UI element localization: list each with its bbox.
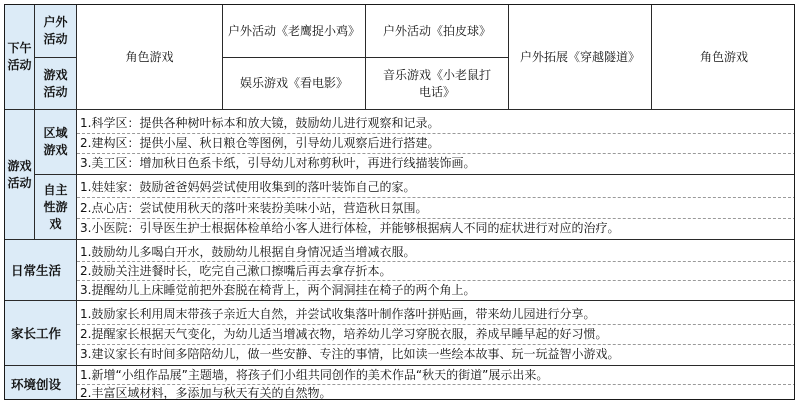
list-item: 3.提醒幼儿上床睡觉前把外套脱在椅背上，两个洞洞挂在椅子的两个角上。	[80, 283, 476, 297]
row-divider	[77, 197, 795, 198]
list-item: 1.科学区：提供各种树叶标本和放大镜，鼓励幼儿进行观察和记录。	[80, 116, 440, 130]
outdoor-activity-label: 户外活动	[35, 5, 77, 58]
free-game-content	[77, 175, 795, 240]
afternoon-section-text: 下午活动	[7, 41, 32, 72]
role-play-left: 角色游戏	[77, 5, 223, 110]
free-game-label: 自主性游戏	[35, 175, 77, 240]
outdoor-eagle-cell: 户外活动《老鹰捉小鸡》	[223, 5, 366, 58]
list-item: 2.丰富区域材料，多添加与秋天有关的自然物。	[80, 386, 332, 400]
area-game-label: 区域游戏	[35, 110, 77, 175]
list-item: 1.娃娃家：鼓励爸爸妈妈尝试使用收集到的落叶装饰自己的家。	[80, 180, 416, 194]
daily-life-label: 日常生活	[5, 240, 77, 301]
environment-content	[77, 366, 795, 400]
environment-label: 环境创设	[5, 366, 77, 400]
list-item: 2.建构区：提供小屋、秋日粮仓等图例，引导幼儿观察后进行搭建。	[80, 136, 440, 150]
list-item: 1.鼓励幼儿多喝白开水，鼓励幼儿根据自身情况适当增减衣服。	[80, 245, 416, 259]
daily-life-content	[77, 240, 795, 301]
list-item: 2.点心店：尝试使用秋天的落叶来装扮美味小站，营造秋日氛围。	[80, 201, 428, 215]
entertainment-movie-cell: 娱乐游戏《看电影》	[223, 58, 366, 110]
music-game-cell: 音乐游戏《小老鼠打电话》	[366, 58, 509, 110]
role-play-right: 角色游戏	[652, 5, 795, 110]
list-item: 2.提醒家长根据天气变化，为幼儿适当增减衣物，培养幼儿学习穿脱衣服，养成早睡早起的好习惯。	[80, 327, 608, 341]
game-activity-label: 游戏活动	[35, 58, 77, 110]
outdoor-tunnel-cell: 户外拓展《穿越隧道》	[509, 5, 652, 110]
list-item: 3.建议家长有时间多陪陪幼儿，做一些安静、专注的事情，比如读一些绘本故事、玩一玩益智小游戏。	[80, 347, 620, 361]
list-item: 2.鼓励关注进餐时长，吃完自己漱口擦嘴后再去拿存折本。	[80, 264, 392, 278]
list-item: 1.新增“小组作品展”主题墙，将孩子们小组共同创作的美术作品“秋天的街道”展示出来。	[80, 368, 549, 382]
parent-work-label: 家长工作	[5, 301, 77, 366]
outdoor-ball-cell: 户外活动《拍皮球》	[366, 5, 509, 58]
afternoon-section-label	[5, 5, 35, 110]
parent-work-content	[77, 301, 795, 366]
weekly-plan-table	[4, 4, 795, 400]
area-game-content	[77, 110, 795, 175]
list-item: 1.鼓励家长利用周末带孩子亲近大自然，并尝试收集落叶制作落叶拼贴画，带来幼儿园进行分享。	[80, 307, 596, 321]
list-item: 3.美工区：增加秋日色系卡纸，引导幼儿对称剪秋叶，再进行线描装饰画。	[80, 156, 476, 170]
game-section-label: 游戏活动	[5, 110, 35, 240]
list-item: 3.小医院：引导医生护士根据体检单给小客人进行体检，并能够根据病人不同的症状进行对应的治疗。	[80, 221, 620, 235]
